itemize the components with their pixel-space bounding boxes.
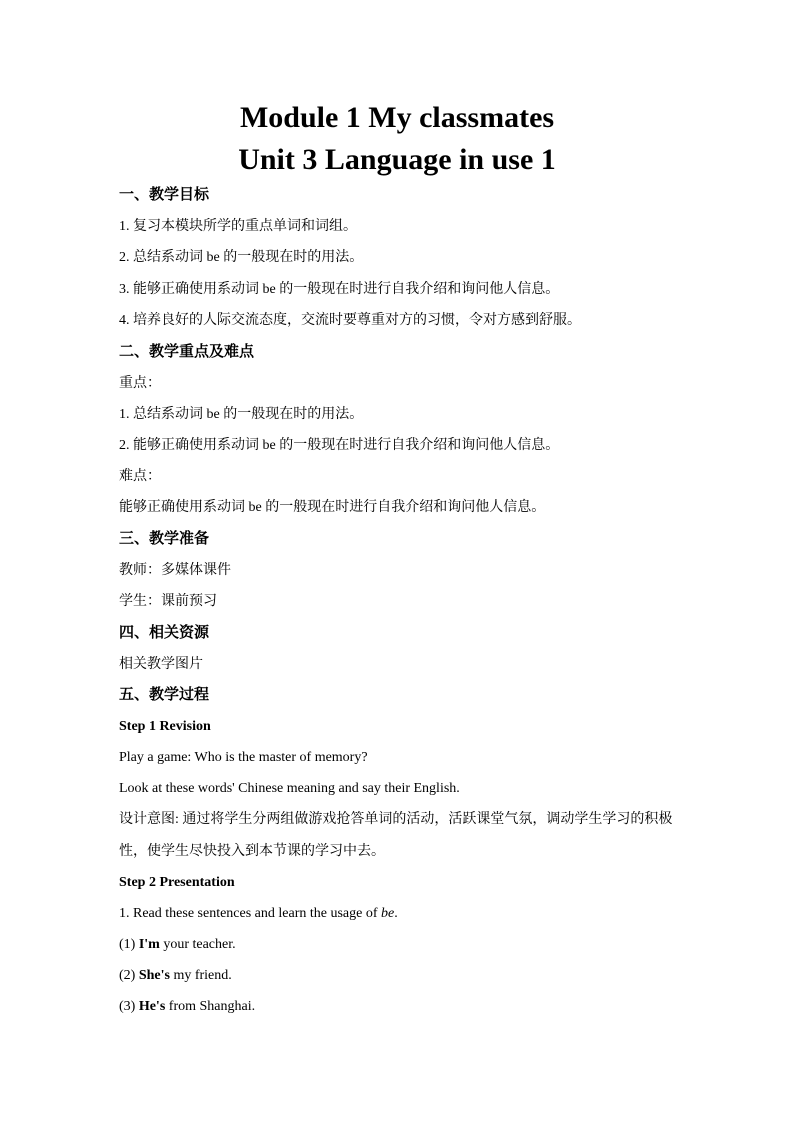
step1-instruction-line: Look at these words' Chinese meaning and say their English. <box>119 781 460 796</box>
section-heading-objectives: 一、教学目标 <box>119 187 210 203</box>
step1-game-line: Play a game: Who is the master of memory? <box>119 750 368 765</box>
sentence-number: (1) <box>119 937 139 952</box>
sentence-highlight: She's <box>138 968 170 983</box>
step2-instruction-end: . <box>394 906 398 921</box>
sentence-number: (2) <box>119 968 139 983</box>
document-title-line2: Unit 3 Language in use 1 <box>238 143 556 176</box>
document-title-line1: Module 1 My classmates <box>239 101 555 134</box>
step2-instruction-text: 1. Read these sentences and learn the usage of <box>119 906 382 921</box>
step2-title: Step 2 Presentation <box>119 875 235 890</box>
key-point-item-2: 2. 能够正确使用系动词 be 的一般现在时进行自我介绍和询问他人信息。 <box>119 438 560 453</box>
resources-text: 相关教学图片 <box>119 657 203 672</box>
key-points-label: 重点： <box>119 376 161 391</box>
sentence-highlight: I'm <box>138 937 160 952</box>
sentence-highlight: He's <box>138 999 166 1014</box>
sentence-rest: your teacher. <box>159 937 236 952</box>
difficult-point-text: 能够正确使用系动词 be 的一般现在时进行自我介绍和询问他人信息。 <box>119 500 546 515</box>
section-heading-key-points: 二、教学重点及难点 <box>119 344 255 360</box>
objective-item-1: 1. 复习本模块所学的重点单词和词组。 <box>119 219 357 234</box>
step1-design-intent-line2: 性，使学生尽快投入到本节课的学习中去。 <box>119 844 385 859</box>
example-sentence-1 <box>119 935 236 955</box>
key-point-item-1: 1. 总结系动词 be 的一般现在时的用法。 <box>119 407 364 422</box>
section-heading-process: 五、教学过程 <box>119 687 210 703</box>
objective-item-2: 2. 总结系动词 be 的一般现在时的用法。 <box>119 250 364 265</box>
sentence-rest: my friend. <box>169 968 232 983</box>
step2-instruction-emphasis: be <box>381 906 395 921</box>
step1-design-intent-line1: 设计意图: 通过将学生分两组做游戏抢答单词的活动，活跃课堂气氛，调动学生学习的积极 <box>119 812 673 827</box>
example-sentence-2 <box>119 966 232 986</box>
section-heading-preparation: 三、教学准备 <box>119 531 210 547</box>
preparation-teacher: 教师：多媒体课件 <box>119 563 231 578</box>
preparation-student: 学生：课前预习 <box>119 594 217 609</box>
step1-title: Step 1 Revision <box>119 719 211 734</box>
difficult-points-label: 难点： <box>119 469 161 484</box>
sentence-rest: from Shanghai. <box>165 999 256 1014</box>
example-sentence-3 <box>119 997 255 1017</box>
section-heading-resources: 四、相关资源 <box>119 625 210 641</box>
sentence-number: (3) <box>119 999 139 1014</box>
objective-item-4: 4. 培养良好的人际交流态度，交流时要尊重对方的习惯，令对方感到舒服。 <box>119 313 581 328</box>
objective-item-3: 3. 能够正确使用系动词 be 的一般现在时进行自我介绍和询问他人信息。 <box>119 282 560 297</box>
step2-instruction <box>119 904 398 924</box>
